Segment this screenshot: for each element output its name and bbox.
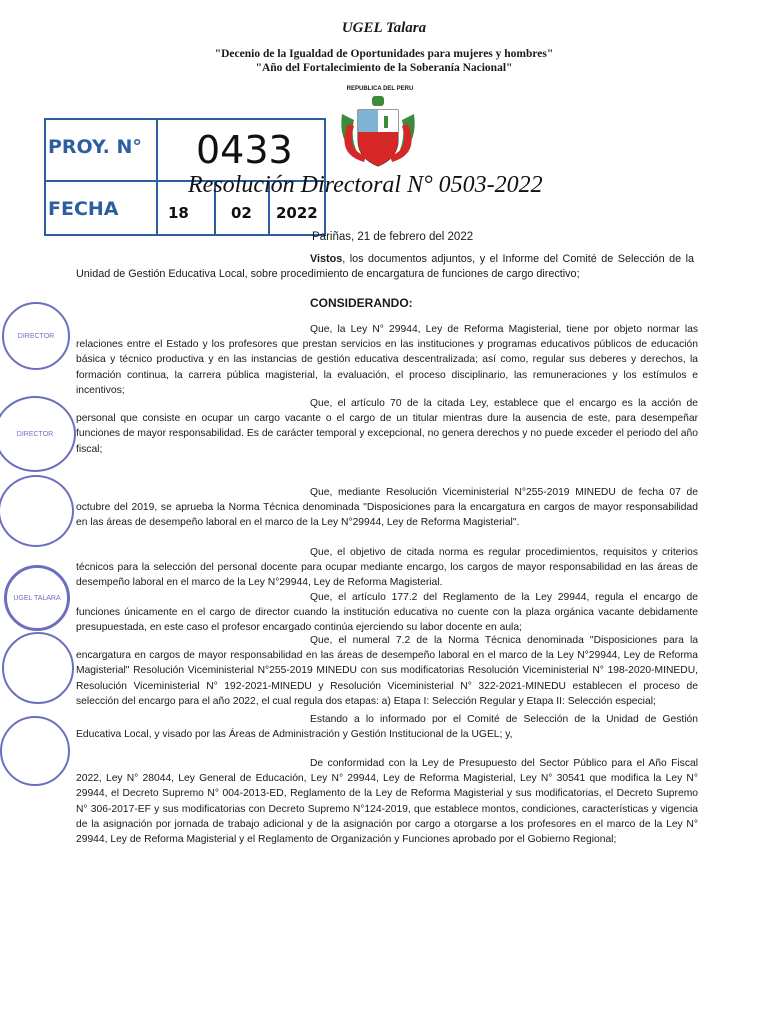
seal-text: DIRECTOR [17,332,55,340]
considerando-heading: CONSIDERANDO: [310,296,413,310]
paragraph: Estando a lo informado por el Comité de Selección de la Unidad de Gestión Educativa Local, y visado por las Áreas de Administración y Gestión Institucional de la UGEL; y, [76,714,698,741]
paragraph: Que, el objetivo de citada norma es regular procedimientos, requisitos y criterios técnicos para la selección del personal docente para ocupar mediante encargo, los cargos de mayor responsabilidad en las áreas de desempeño laboral en el marco de la Ley N°29944, Ley de Reforma Magisterial. [76,547,698,589]
official-seal [0,716,70,786]
fecha-day: 18 [168,204,189,222]
vistos-paragraph [76,252,694,282]
national-shield-icon [328,84,428,174]
resolution-title: Resolución Directoral N° 0503-2022 [188,172,543,198]
paragraph: Que, mediante Resolución Viceministerial N°255-2019 MINEDU de fecha 07 de octubre del 2019, se aprueba la Norma Técnica denominada "Disposiciones para la encargatura en cargos de mayor responsabilidad en las áreas de desempeño laboral en el marco de la Ley N°29944, Ley de Reforma Magisterial". [76,487,698,529]
institution-title: UGEL Talara [341,20,427,36]
year-motto: "Año del Fortalecimiento de la Soberanía Nacional" [255,62,513,74]
proy-label: PROY. N° [48,136,142,158]
fecha-year: 2022 [276,204,318,222]
fecha-month: 02 [231,204,252,222]
fecha-label: FECHA [48,198,119,220]
place-date: Pariñas, 21 de febrero del 2022 [312,231,474,243]
paragraph: Que, el artículo 177.2 del Reglamento de la Ley 29944, regula el encargo de funciones únicamente en el cargo de director cuando la institución educativa no cuente con la plaza orgánica vacante debidamente presupuestada, en este caso el profesor encargado continúa ejerciendo su labor docente en aula; [76,592,698,634]
director-seal [2,302,70,370]
ugel-talara-seal [4,565,70,631]
box-divider [156,118,158,236]
official-seal [2,632,74,704]
seal-text: UGEL TALARA [13,594,61,602]
official-seal [0,475,74,547]
seal-text: DIRECTOR [16,430,54,438]
paragraph: Que, la Ley N° 29944, Ley de Reforma Magisterial, tiene por objeto normar las relaciones entre el Estado y los profesores que prestan servicios en las instituciones y programas educativos públicos de educación básica y técnico productiva y en las instancias de gestión educativa descentralizada; así como, regular sus deberes y derechos, la formación continua, la carrera pública magisterial, la evaluación, el proceso disciplinario, las remuneraciones y los estímulos e incentivos; [76,324,698,396]
decade-motto: "Decenio de la Igualdad de Oportunidades para mujeres y hombres" [214,48,554,60]
director-seal [0,396,76,472]
vistos-text: , los documentos adjuntos, y el Informe del Comité de Selección de la Unidad de Gestión Educativa Local, sobre procedimiento de encargatura de funciones de cargo directivo; [76,253,694,281]
vistos-label: Vistos [310,253,343,265]
paragraph: Que, el artículo 70 de la citada Ley, establece que el encargo es la acción de personal que consiste en ocupar un cargo vacante o el cargo de un titular mientras dure la ausencia de este, para desempeñar funciones de mayor responsabilidad. Es de carácter temporal y excepcional, no genera derechos y no puede exceder el periodo del año fiscal; [76,398,698,455]
proy-number: 0433 [196,128,293,172]
paragraph: De conformidad con la Ley de Presupuesto del Sector Público para el Año Fiscal 2022, Ley N° 28044, Ley General de Educación, Ley N° 29944, Ley de Reforma Magisterial, Ley N° 30541 que modifica la Ley N° 29944, el Decreto Supremo N° 004-2013-ED, Reglamento de la Ley de Reforma Magisterial y sus modificatorias, el Decreto Supremo N° 306-2017-EF y sus modificatorias con Decreto Supremo N°124-2019, que establece montos, condiciones, características y vigencia de la asignación por jornada de trabajo adicional y de la asignación por cargo a otorgarse a los profesores en el marco de la Ley N° 29944, Ley de Reforma Magisterial y el Reglamento de Organización y Funciones aprobado por el Gobierno Regional; [76,758,698,846]
paragraph: Que, el numeral 7.2 de la Norma Técnica denominada "Disposiciones para la encargatura en cargos de mayor responsabilidad en las áreas de desempeño laboral en el marco de la Ley N°29944, Ley de Reforma Magisterial" Resolución Viceministerial N°255-2019 MINEDU con sus modificatorias Resolución Viceministerial N° 198-2020-MINEDU, Resolución Viceministerial N° 192-2021-MINEDU y Resolución Viceministerial N° 322-2021-MINEDU establecen el proceso de selección del encargo para el año 2022, el cual regula dos etapas: a) Etapa I: Selección Regular y Etapa II: Selección especial; [76,635,698,707]
shield-caption: REPUBLICA DEL PERU [346,86,414,92]
